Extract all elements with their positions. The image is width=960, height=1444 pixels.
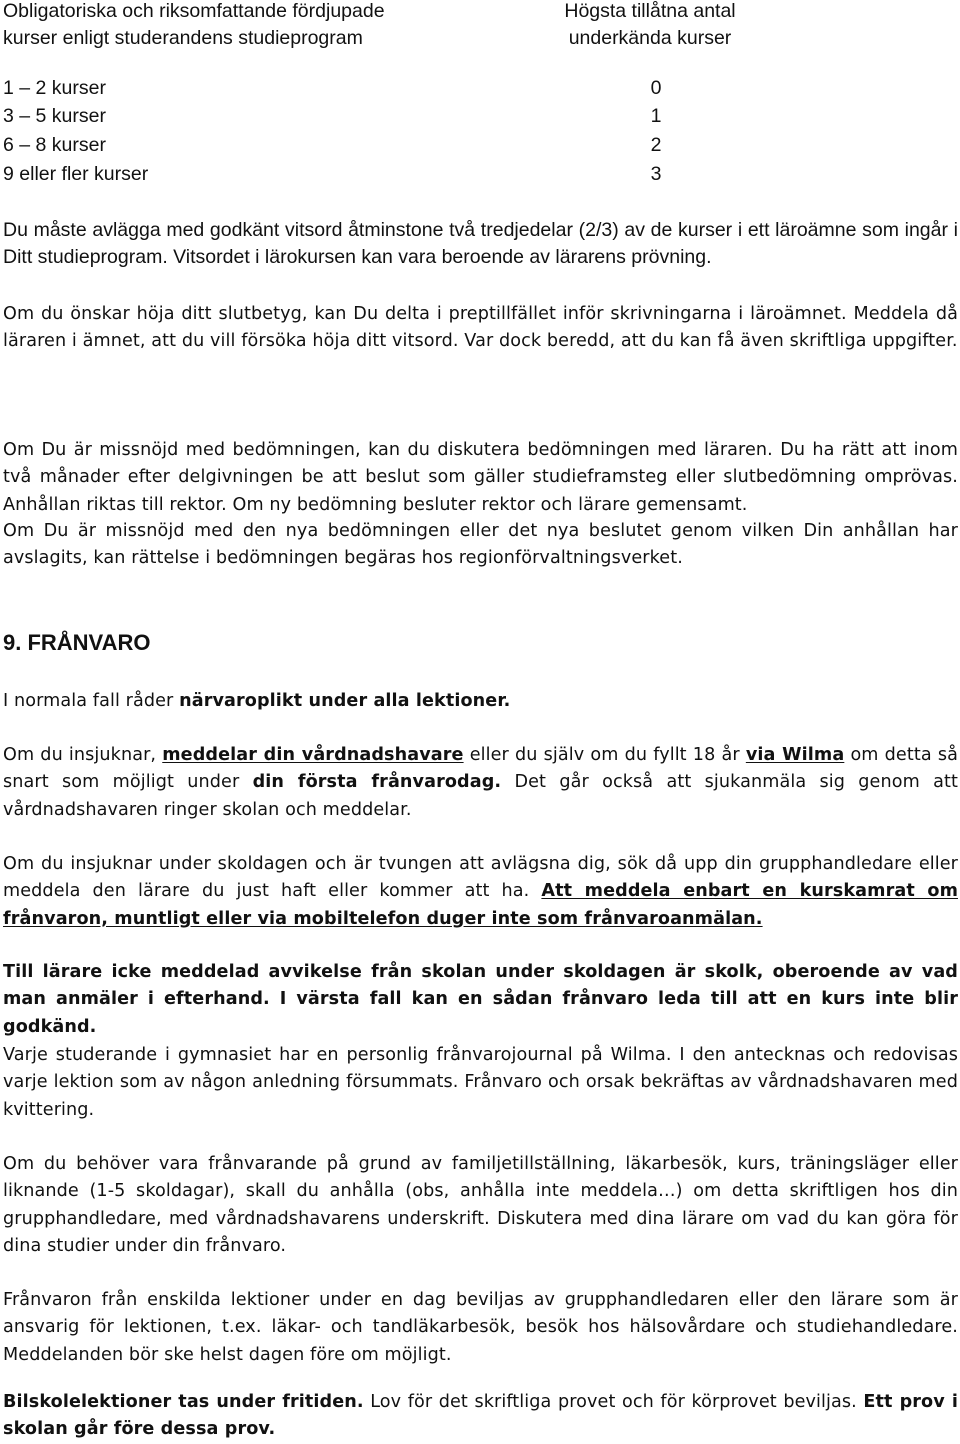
paragraph-raise-grade: Om du önskar höja ditt slutbetyg, kan Du delta i preptillfället inför skrivningarna i läroämnet. Meddela då läraren i ämnet, att du vill försöka höja ditt vitsord. Var dock beredd, att du kan få även skriftliga uppgifter. [3,304,958,352]
paragraph-appeal: Om Du är missnöjd med den nya bedömningen eller det nya beslutet genom vilken Din anhållan har avslagits, kan rättelse i bedömningen begäras hos regionförvaltningsverket. [3,521,958,569]
sick-text-2: eller du själv om du fyllt 18 år [463,745,746,765]
paragraph-family-absence: Om du behöver vara frånvarande på grund av familjetillställning, läkarbesök, kurs, träningsläger eller liknande (1-5 skoldagar), skall du anhålla (obs, anhålla inte meddela…) om detta skriftligen hos din grupphandledare, med vårdnadshavarens underskrift. Diskutera med dina lärare om vad du kan göra för dina studier under din frånvaro. [3,1154,958,1256]
driving-bold-1: Bilskolelektioner tas under fritiden. [3,1392,364,1412]
attendance-text: I normala fall råder [3,691,180,711]
section-heading: 9. FRÅNVARO [3,630,151,655]
header-failed-line1: Högsta tillåtna antal [564,0,736,22]
table-row-label: 6 – 8 kurser [3,134,106,156]
table-row-label: 3 – 5 kurser [3,105,106,127]
leave-text: Om du insjuknar under skoldagen och är tvungen att avlägsna dig, sök då upp din grupphandledare eller meddela den lärare du just haft eller kommer att ha. [3,854,958,902]
paragraph-dissatisfied: Om Du är missnöjd med bedömningen, kan du diskutera bedömningen med läraren. Du ha rätt att inom två månader efter delgivningen be att beslut som gäller studieframsteg eller slutbedömning omprövas. Anhållan riktas till rektor. Om ny bedömning besluter rektor och lärare gemensamt. [3,440,958,515]
paragraph-sick [3,742,958,824]
sick-text-3: om detta så snart som möjligt under [3,745,958,793]
header-courses-line2: kurser enligt studerandens studieprogram [3,27,363,49]
paragraph-absence-journal: Varje studerande i gymnasiet har en personlig frånvarojournal på Wilma. I den antecknas och redovisas varje lektion som av någon anledning försummats. Frånvaro och orsak bekräftas av vårdnadshavaren med kvittering. [3,1045,958,1120]
paragraph-truancy: Till lärare icke meddelad avvikelse från skolan under skoldagen är skolk, oberoende av vad man anmäler i efterhand. I värsta fall kan en sådan frånvaro leda till att en kurs inte blir godkänd. [3,962,958,1037]
table-row-value: 1 [650,105,662,127]
driving-bold-2: Ett prov i skolan går före dessa prov. [3,1392,958,1440]
table-row-value: 3 [650,163,662,185]
sick-text-4: Det går också att sjukanmäla sig genom att vårdnadshavaren ringer skolan och meddelar. [3,772,958,820]
sick-underline-wilma: via Wilma [745,745,845,765]
sick-text-1: Om du insjuknar, [3,745,163,765]
paragraph-single-lessons: Frånvaron från enskilda lektioner under en dag beviljas av grupphandledaren eller den lärare som är ansvarig för lektionen, t.ex. läkar- och tandläkarbesök, besök hos hälsovårdare och studiehandledare. Meddelanden bör ske helst dagen före om möjligt. [3,1290,958,1365]
sick-bold-first-day: din första frånvarodag. [252,772,502,793]
sick-underline-guardian: meddelar din vårdnadshavare [162,745,464,765]
driving-text: Lov för det skriftliga provet och för körprovet beviljas. [363,1392,864,1412]
paragraph-grade-requirement: Du måste avlägga med godkänt vitsord åtminstone två tredjedelar (2/3) av de kurser i ett läroämne som ingår i Ditt studieprogram. Vitsordet i lärokursen kan vara beroende av lärarens prövning. [3,219,958,269]
paragraph-driving-school [3,1389,958,1444]
table-row-value: 2 [650,134,662,156]
table-row-label: 9 eller fler kurser [3,163,149,185]
table-row-label: 1 – 2 kurser [3,77,106,99]
leave-underline-warning: Att meddela enbart en kurskamrat om frånvaron, muntligt eller via mobiltelefon duger inte som frånvaroanmälan. [3,881,958,929]
header-courses-column [3,0,523,52]
paragraph-attendance [3,688,958,715]
table-row-value: 0 [650,77,662,99]
paragraph-leave-school [3,851,958,933]
header-failed-line2: underkända kurser [568,27,732,49]
header-failed-column [540,0,760,52]
attendance-bold: närvaroplikt under alla lektioner. [179,691,511,711]
header-courses-line1: Obligatoriska och riksomfattande fördjupade [3,0,385,22]
